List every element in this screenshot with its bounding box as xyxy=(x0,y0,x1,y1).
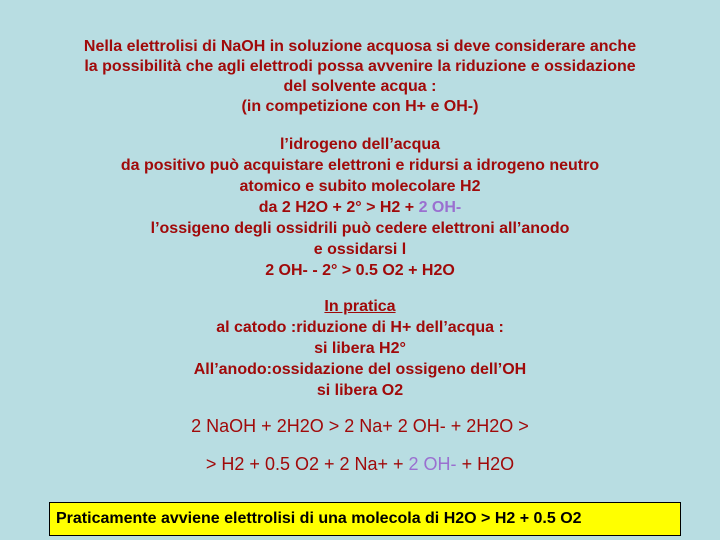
oxygen-line-1: l’ossigeno degli ossidrili può cedere elettroni all’anodo xyxy=(150,220,570,237)
hydrogen-line-1: da positivo può acquistare elettroni e ridursi a idrogeno neutro xyxy=(120,157,600,174)
hydrogen-line-2: atomico e subito molecolare H2 xyxy=(239,178,481,195)
hydrogen-equation xyxy=(0,197,720,218)
oxygen-equation: 2 OH- - 2° > 0.5 O2 + H2O xyxy=(265,262,455,279)
practice-line-2: si libera H2° xyxy=(314,340,406,357)
hydrogen-oxygen-paragraph xyxy=(0,134,720,281)
hydrogen-heading: l’idrogeno dell’acqua xyxy=(279,136,441,153)
intro-line-1: Nella elettrolisi di NaOH in soluzione acquosa si deve considerare anche xyxy=(83,38,637,55)
practice-line-3: All’anodo:ossidazione del ossigeno dell’OH xyxy=(193,361,527,378)
hydrogen-equation-main: da 2 H2O + 2° > H2 + xyxy=(258,199,419,216)
intro-line-2: la possibilità che agli elettrodi possa avvenire la riduzione e ossidazione xyxy=(84,58,636,75)
practice-paragraph xyxy=(0,296,720,401)
overall-equation-1: 2 NaOH + 2H2O > 2 Na+ 2 OH- + 2H2O > xyxy=(191,416,529,436)
practice-line-4: si libera O2 xyxy=(316,382,404,399)
equation-2-hydroxide: 2 OH- xyxy=(408,454,457,474)
intro-paragraph xyxy=(0,37,720,117)
oxygen-line-2: e ossidarsi l xyxy=(313,241,407,258)
intro-line-4: (in competizione con H+ e OH-) xyxy=(241,98,479,115)
overall-equation-2 xyxy=(0,453,720,475)
hydrogen-equation-hydroxide: 2 OH- xyxy=(418,199,462,216)
conclusion-box: Praticamente avviene elettrolisi di una molecola di H2O > H2 + 0.5 O2 xyxy=(49,502,681,536)
equation-2-part-c: + H2O xyxy=(456,454,515,474)
intro-line-3: del solvente acqua : xyxy=(283,78,437,95)
practice-line-1: al catodo :riduzione di H+ dell’acqua : xyxy=(216,319,504,336)
equation-2-part-a: > H2 + 0.5 O2 + 2 Na+ + xyxy=(205,454,409,474)
practice-heading: In pratica xyxy=(324,298,396,315)
